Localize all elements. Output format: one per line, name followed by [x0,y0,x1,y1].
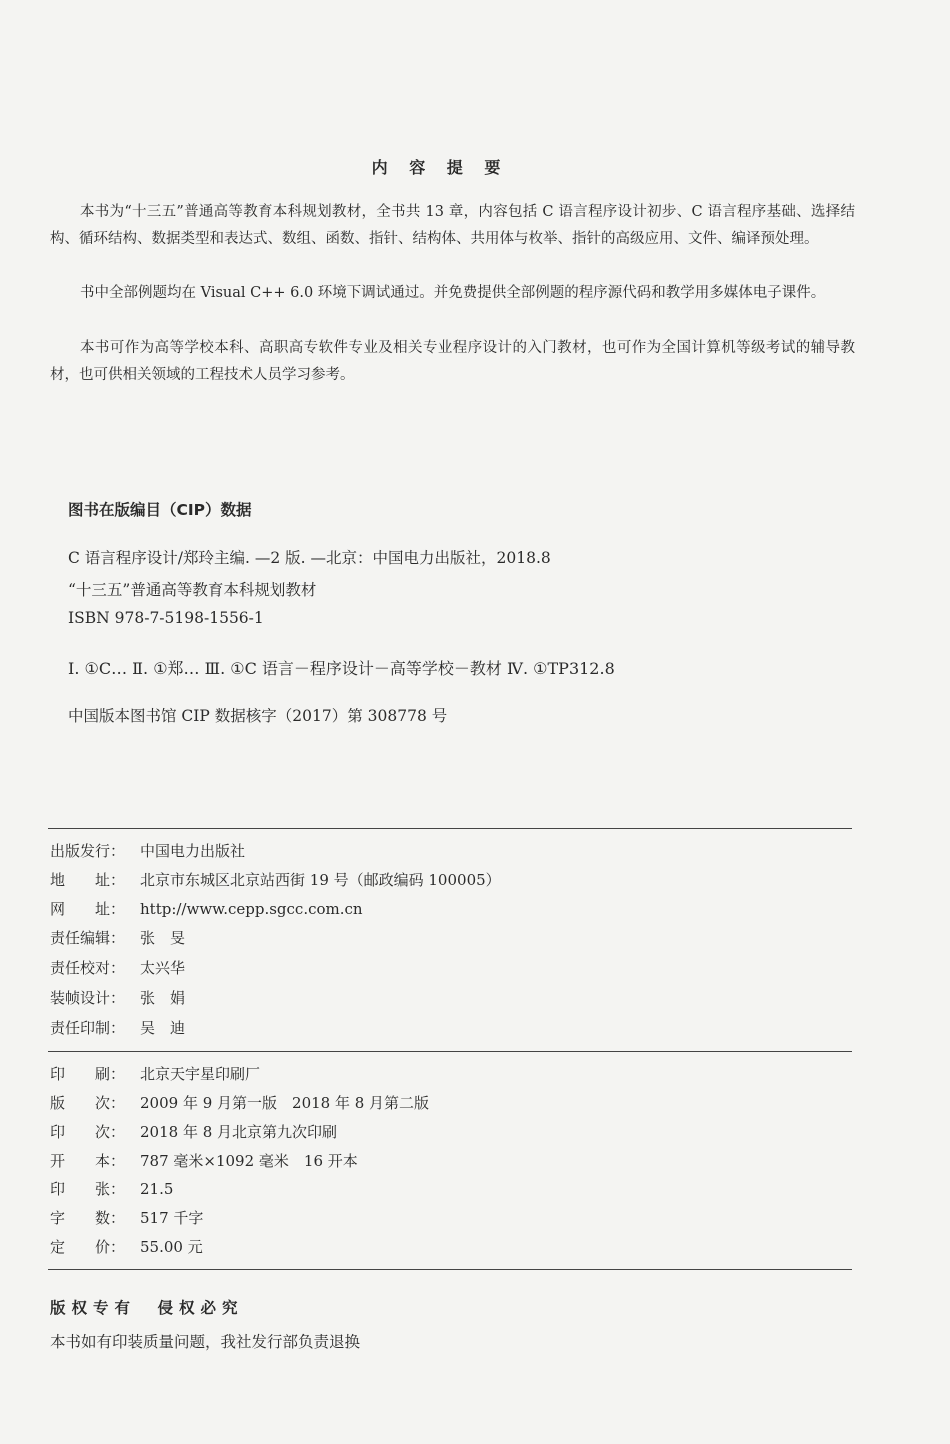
publisher-row [50,927,185,948]
print-row [50,1092,429,1113]
field-label: 印 刷： [50,1065,126,1083]
field-value: 2009 年 9 月第一版 2018 年 8 月第二版 [140,1094,430,1112]
field-label: 责任校对： [50,959,126,977]
print-row [50,1121,337,1142]
print-row [50,1178,173,1199]
summary-title: 内 容 提 要 [371,158,509,177]
summary-paragraph: 本书可作为高等学校本科、高职高专软件专业及相关专业程序设计的入门教材，也可作为全国计算机等级考试的辅导教材，也可供相关领域的工程技术人员学习参考。 [50,340,855,383]
print-row [50,1207,203,1228]
field-label: 网 址： [50,900,126,918]
rights-text: 本书如有印装质量问题，我社发行部负责退换 [50,1333,361,1351]
field-label: 地 址： [50,871,126,889]
field-value: http://www.cepp.sgcc.com.cn [140,900,363,918]
cip-heading: 图书在版编目（CIP）数据 [68,501,252,519]
summary-paragraph: 本书为“十三五”普通高等教育本科规划教材，全书共 13 章，内容包括 C 语言程序设计初步、C 语言程序基础、选择结构、循环结构、数据类型和表达式、数组、函数、指针、结构体、共用体与枚举、指针的高级应用、文件、编译预处理。 [50,204,855,247]
field-label: 定 价： [50,1238,126,1256]
field-label: 开 本： [50,1152,126,1170]
publisher-row [50,840,245,861]
field-value: 21.5 [140,1180,174,1198]
field-value: 北京市东城区北京站西街 19 号（邮政编码 100005） [140,871,501,889]
field-label: 责任编辑： [50,929,126,947]
field-label: 字 数： [50,1209,126,1227]
print-row [50,1236,203,1257]
cip-title-line: C 语言程序设计/郑玲主编. —2 版. —北京：中国电力出版社，2018.8 [68,549,551,567]
field-label: 版 次： [50,1094,126,1112]
cip-record-line: 中国版本图书馆 CIP 数据核字（2017）第 308778 号 [68,707,448,725]
cip-subject-line: Ⅰ. ①C… Ⅱ. ①郑… Ⅲ. ①C 语言－程序设计－高等学校－教材 Ⅳ. ①TP312.8 [68,659,615,678]
print-row [50,1063,260,1084]
field-label: 装帧设计： [50,989,126,1007]
field-value: 787 毫米×1092 毫米 16 开本 [140,1152,358,1170]
cip-isbn-line: ISBN 978-7-5198-1556-1 [68,609,264,627]
field-value: 张 娟 [140,989,186,1007]
divider [48,1051,852,1052]
field-value: 517 千字 [140,1209,204,1227]
field-label: 出版发行： [50,842,126,860]
field-value: 吴 迪 [140,1019,186,1037]
field-value: 北京天宇星印刷厂 [140,1065,261,1083]
rights-heading: 版权专有 侵权必究 [50,1299,244,1317]
summary-paragraph: 书中全部例题均在 Visual C++ 6.0 环境下调试通过。并免费提供全部例题的程序源代码和教学用多媒体电子课件。 [80,285,826,301]
field-value: 55.00 元 [140,1238,203,1256]
field-value: 中国电力出版社 [140,842,246,860]
field-label: 责任印制： [50,1019,126,1037]
field-value: 太兴华 [140,959,186,977]
field-label: 印 张： [50,1180,126,1198]
publisher-row [50,987,185,1008]
publisher-row [50,869,501,890]
field-value: 2018 年 8 月北京第九次印刷 [140,1123,338,1141]
field-label: 印 次： [50,1123,126,1141]
field-value: 张 旻 [140,929,186,947]
publisher-row [50,898,363,919]
cip-series-line: “十三五”普通高等教育本科规划教材 [68,581,317,599]
divider [48,828,852,829]
publisher-row [50,957,185,978]
divider [48,1269,852,1270]
print-row [50,1150,358,1171]
publisher-row [50,1017,185,1038]
